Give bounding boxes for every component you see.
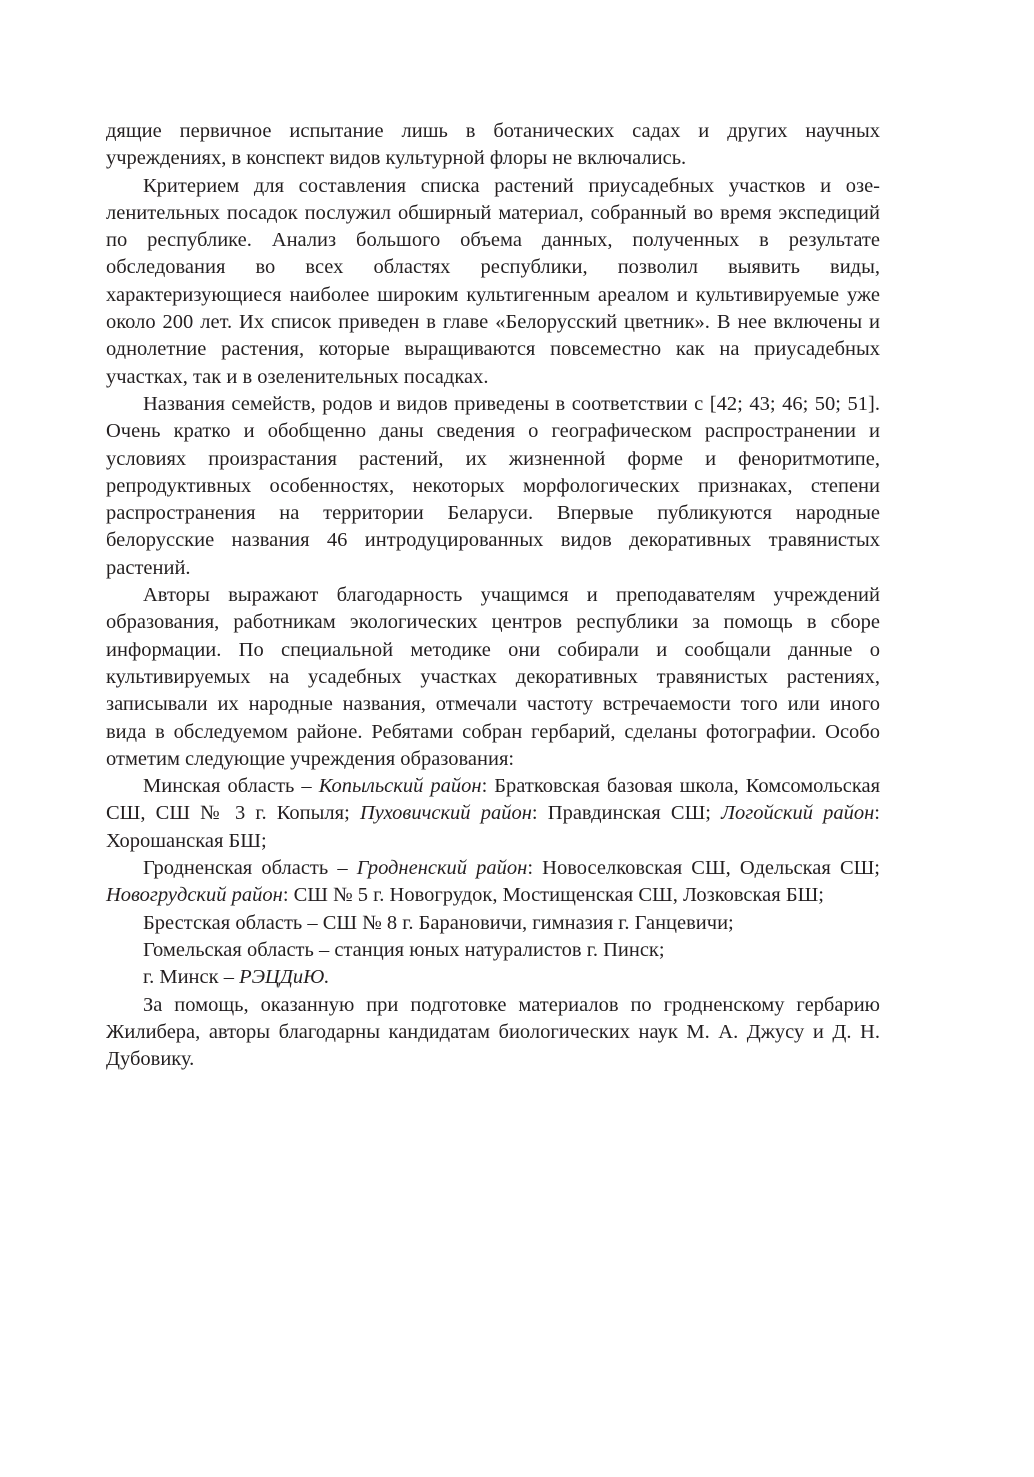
text: : Братковская базовая школа, Комсомольская СШ, СШ № 3 г. Копыля; bbox=[106, 775, 880, 825]
text: : Новоселковская СШ, Одельская СШ; bbox=[527, 857, 880, 880]
district-name: Копыльский район bbox=[318, 775, 482, 798]
district-name: Гродненский район bbox=[356, 857, 528, 880]
paragraph-names: Названия семейств, родов и видов приведены в соответствии с [42; 43; 46; 50; 51]. Очень кратко и обобщенно даны сведения о географическом распространении и условиях произрастания растений, их жизненной форме и феноритмотипе, репродуктивных особенностях, некоторых морфологических признаках, степени распространения на территории Беларуси. Впервые публикуются народные белорусские названия 46 интродуцированных видов декоративных травянистых растений. bbox=[106, 392, 880, 579]
paragraph-minsk-city bbox=[106, 964, 880, 991]
paragraph-thanks: За помощь, оказанную при подготовке материалов по гродненскому гербарию Жилибера, авторы благодарны кандидатам биологических наук М. А. Джусу и Д. Н. Дубовику. bbox=[106, 993, 880, 1071]
text: Гродненская область – bbox=[143, 857, 357, 880]
page-body bbox=[106, 118, 880, 1073]
paragraph-grodno-region bbox=[106, 855, 880, 910]
text: : Хорошанская БШ; bbox=[106, 802, 880, 852]
paragraph-gomel-region: Гомельская область – станция юных натуралистов г. Пинск; bbox=[143, 938, 665, 961]
paragraph-acknowledgements: Авторы выражают благодарность учащимся и преподавателям учреждений образования, работникам экологических центров республики за помощь в сборе информации. По специальной методике они собирали и сообщали данные о культивируемых на усадебных участках декоративных травянистых растениях, записывали их народные названия, отмечали частоту встречаемости того или иного вида в обследуемом районе. Ребятами собран гербарий, сделаны фотографии. Особо отметим следующие учреждения образования: bbox=[106, 584, 880, 770]
paragraph-criteria: Критерием для составления списка растений приусадебных участков и озеленительных посадок послужил обширный материал, собранный во время экспедиций по республике. Анализ большого объема данных, полученных в результате обследования во всех областях республики, позволил выявить виды, характеризующиеся наиболее широким культигенным ареалом и культивируемые уже около 200 лет. Их список приведен в главе «Белорусский цветник». В нее включены и однолетние растения, которые выращиваются повсеместно как на приусадебных участках, так и в озеленительных посадках. bbox=[106, 174, 880, 388]
text: Минская область – bbox=[143, 775, 319, 798]
district-name: Логойский район bbox=[721, 802, 875, 825]
organization-name: РЭЦДиЮ. bbox=[239, 966, 330, 989]
text: г. Минск – bbox=[143, 966, 240, 989]
text: : Правдинская СШ; bbox=[531, 802, 722, 825]
paragraph-continuation: дящие первичное испытание лишь в ботанических садах и других научных учреждениях, в конспект видов культурной флоры не включались. bbox=[106, 120, 880, 170]
paragraph-brest-region: Брестская область – СШ № 8 г. Барановичи, гимназия г. Ганцевичи; bbox=[143, 911, 734, 934]
district-name: Пуховичский район bbox=[359, 802, 532, 825]
paragraph-minsk-region bbox=[106, 773, 880, 855]
district-name: Новогрудский район bbox=[106, 884, 283, 907]
text: : СШ № 5 г. Новогрудок, Мостищенская СШ, Лозковская БШ; bbox=[282, 884, 824, 907]
